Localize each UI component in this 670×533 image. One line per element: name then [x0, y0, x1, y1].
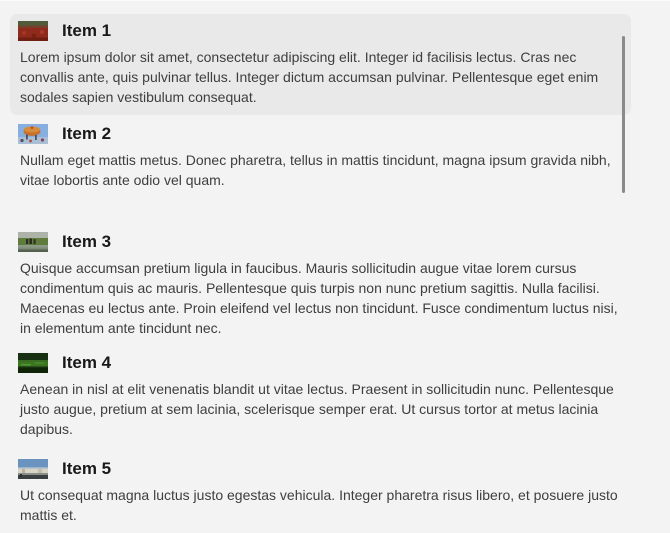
- list-item[interactable]: [10, 346, 631, 447]
- list-item-title: Item 5: [62, 459, 112, 478]
- list-item-title: Item 3: [62, 232, 112, 251]
- carousel-ride-thumbnail: [18, 124, 48, 144]
- list-item-description: Ut consequat magna luctus justo egestas vehicula. Integer pharetra risus libero, et posuere justo mattis et.: [20, 487, 618, 523]
- list-item-description: Aenean in nisl at elit venenatis blandit ut vitae lectus. Praesent in sollicitudin nunc. Pellentesque justo augue, pretium at sem lacinia, scelerisque semper erat. Ut cursus tortor at metus lacinia dapibus.: [20, 381, 614, 437]
- list-item[interactable]: [10, 225, 631, 346]
- list-item[interactable]: [10, 14, 631, 115]
- list-item-description: Lorem ipsum dolor sit amet, consectetur adipiscing elit. Integer id facilisis lectus. Cras nec convallis ante, quis pulvinar tellus. Integer dictum accumsan pulvinar. Pellentesque eget enim sodales sapien vestibulum consequat.: [20, 49, 599, 105]
- list-item-header: [18, 231, 619, 253]
- vertical-scrollbar[interactable]: [622, 36, 625, 193]
- list-item-description: Quisque accumsan pretium ligula in faucibus. Mauris sollicitudin augue vitae lorem cursus condimentum quis ac mauris. Pellentesque quis turpis non nunc pretium sagittis. Nulla facilisi. Maecenas eu lectus ante. Proin eleifend vel lectus non tincidunt. Fusce condimentum luctus nisi, in elementum ante tincidunt nec.: [20, 260, 618, 336]
- list-item-header: [18, 352, 619, 374]
- list-item-description: Nullam eget mattis metus. Donec pharetra, tellus in mattis tincidunt, magna ipsum gravida nibh, vitae lobortis ante odio vel quam.: [20, 152, 611, 188]
- cyclists-field-thumbnail: [18, 232, 48, 252]
- list-item[interactable]: [10, 452, 631, 533]
- poppy-field-thumbnail: [18, 21, 48, 41]
- list-item-title: Item 1: [62, 21, 112, 40]
- list-item-header: [18, 458, 619, 480]
- green-grass-thumbnail: [18, 353, 48, 373]
- list-item-title: Item 2: [62, 124, 112, 143]
- harbor-skyline-thumbnail: [18, 459, 48, 479]
- list-item-title: Item 4: [62, 353, 112, 372]
- list-item-header: [18, 123, 619, 145]
- list-item[interactable]: [10, 117, 631, 198]
- items-list: [0, 1, 670, 531]
- list-item-header: [18, 20, 619, 42]
